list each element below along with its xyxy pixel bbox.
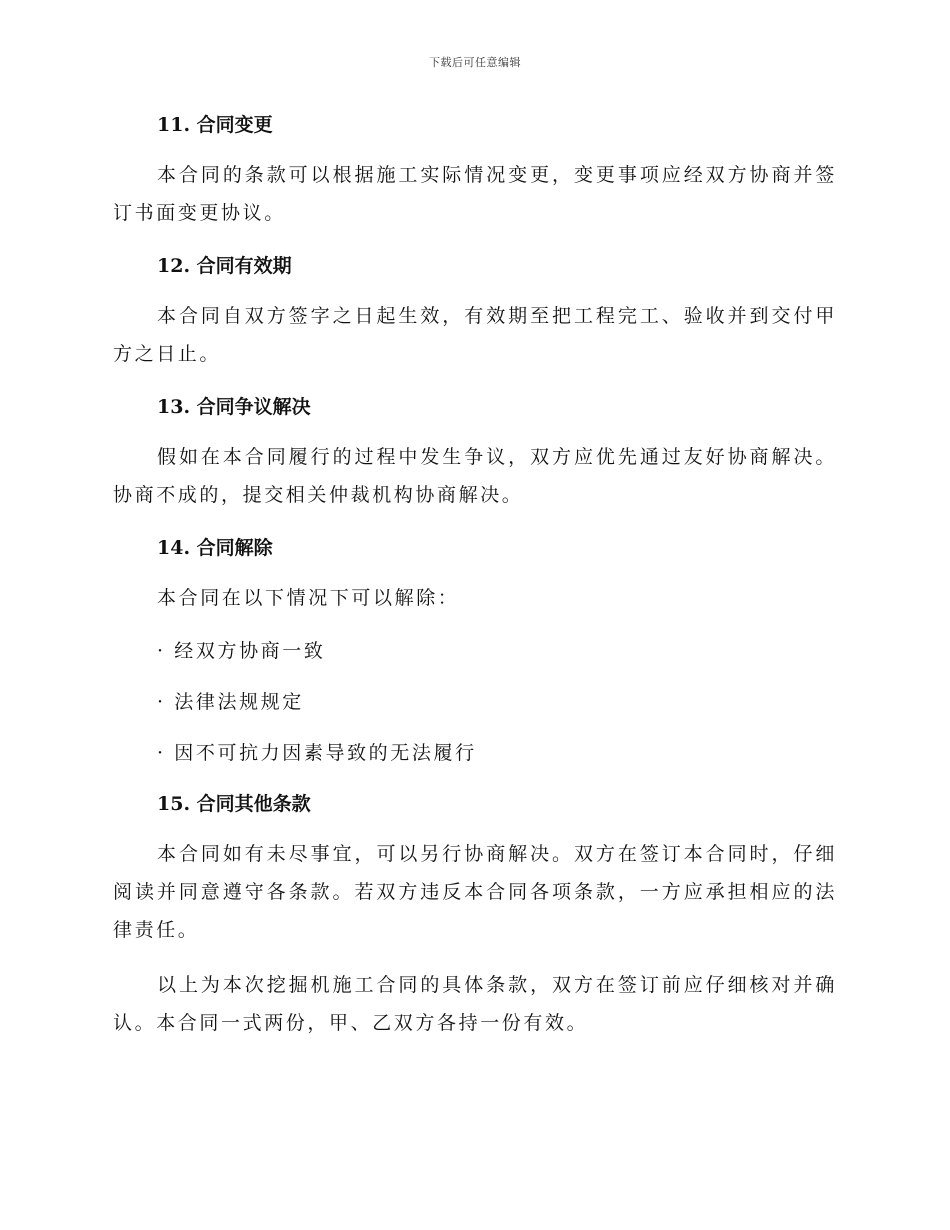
section-heading-14: 14. 合同解除: [157, 537, 273, 559]
section-15-paragraph: 本合同如有未尽事宜，可以另行协商解决。双方在签订本合同时，仔细阅读并同意遵守各条款。若双方违反本合同各项条款，一方应承担相应的法律责任。: [113, 843, 837, 941]
section-heading-15: 15. 合同其他条款: [157, 793, 311, 815]
closing-paragraph: 以上为本次挖掘机施工合同的具体条款，双方在签订前应仔细核对并确认。本合同一式两份，甲、乙双方各持一份有效。: [113, 974, 837, 1034]
section-heading-11: 11. 合同变更: [157, 114, 273, 136]
section-heading-13: 13. 合同争议解决: [157, 396, 311, 418]
document-body: [113, 108, 837, 1059]
section-13-paragraph: 假如在本合同履行的过程中发生争议，双方应优先通过友好协商解决。协商不成的，提交相关仲裁机构协商解决。: [113, 446, 837, 506]
section-heading-12: 12. 合同有效期: [157, 255, 292, 277]
list-item: · 经双方协商一致: [157, 640, 326, 662]
section-11-paragraph: 本合同的条款可以根据施工实际情况变更，变更事项应经双方协商并签订书面变更协议。: [113, 164, 837, 224]
section-12-paragraph: 本合同自双方签字之日起生效，有效期至把工程完工、验收并到交付甲方之日止。: [113, 305, 837, 365]
section-14-intro: 本合同在以下情况下可以解除：: [157, 587, 460, 609]
page-header: 下载后可任意编辑: [429, 56, 521, 69]
list-item: · 因不可抗力因素导致的无法履行: [157, 742, 477, 764]
list-item: · 法律法规规定: [157, 691, 304, 713]
